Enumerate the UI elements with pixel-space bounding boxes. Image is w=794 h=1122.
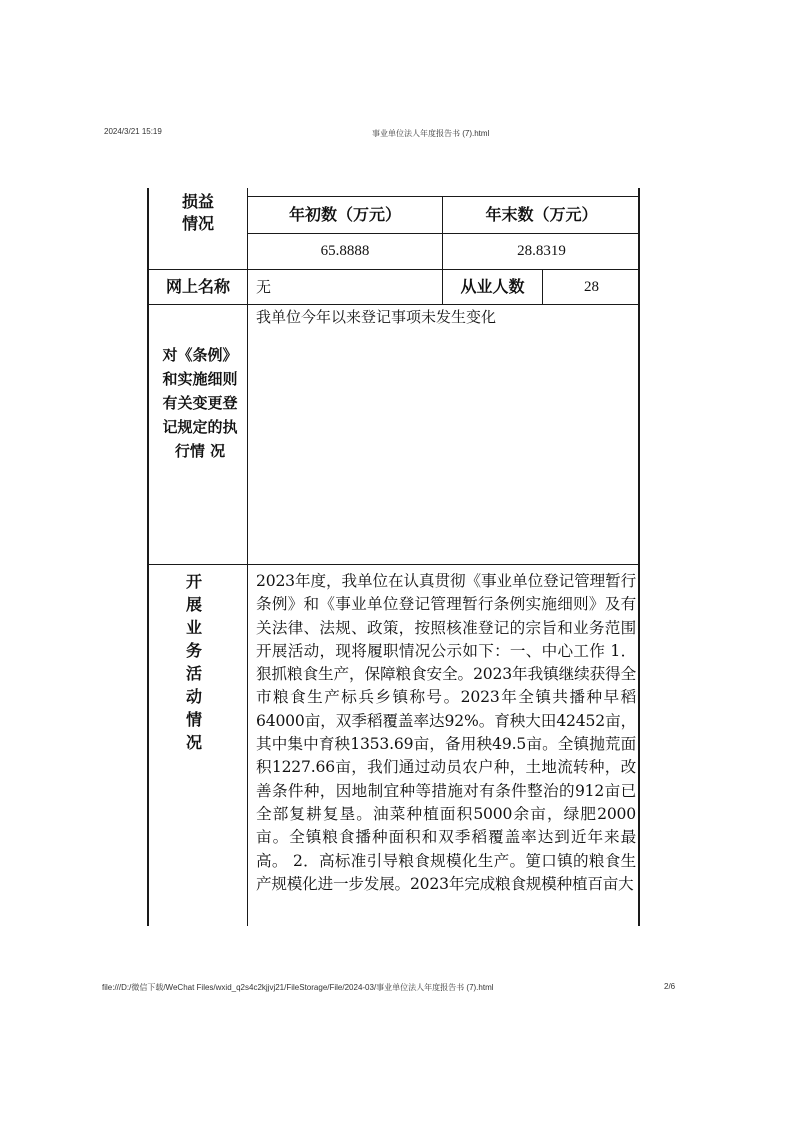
table-rule-row1 xyxy=(148,269,639,270)
profit-loss-label xyxy=(150,190,246,236)
table-divider-label xyxy=(247,188,248,926)
profit-loss-label-line2: 情况 xyxy=(181,214,214,233)
table-rule-header xyxy=(248,233,639,234)
end-of-year-header: 年末数（万元） xyxy=(485,205,598,224)
end-of-year-value: 28.8319 xyxy=(517,243,566,259)
print-doc-title: 事业单位法人年度报告书 (7).html xyxy=(372,129,490,138)
table-divider-staff xyxy=(542,270,543,304)
profit-loss-label-line1: 损益 xyxy=(181,192,214,211)
staff-count-label: 从业人数 xyxy=(460,277,525,296)
table-divider-mid xyxy=(442,196,443,304)
print-datetime: 2024/3/21 15:19 xyxy=(104,127,162,136)
table-rule-row3 xyxy=(148,564,639,565)
regulation-execution-label: 对《条例》和实施细则有关变更登记规定的执行情 况 xyxy=(162,346,238,460)
print-footer-path: file:///D:/微信下载/WeChat Files/wxid_q2s4c2kjjvj21/FileStorage/File/2024-03/事业单位法人年度报告书 (7).html xyxy=(102,983,494,992)
business-activities-label: 开展业务活动情况 xyxy=(185,572,202,752)
table-rule-row2 xyxy=(148,304,639,305)
table-rule-top-inner xyxy=(248,196,639,197)
staff-count-value: 28 xyxy=(584,279,599,295)
regulation-execution-value: 我单位今年以来登记事项未发生变化 xyxy=(256,308,497,326)
table-border-left xyxy=(147,188,149,926)
print-page-number: 2/6 xyxy=(664,982,676,991)
business-activities-value: 2023年度，我单位在认真贯彻《事业单位登记管理暂行条例》和《事业单位登记管理暂行条例实施细则》及有关法律、法规、政策，按照核准登记的宗旨和业务范围开展活动，现将履职情况公示如下：一、中心工作 1．狠抓粮食生产，保障粮食安全。2023年我镇继续获得全市粮食生产标兵乡镇称号。2023年全镇共播种早稻64000亩，双季稻覆盖率达92%。育秧大田42452亩，其中集中育秧1353.69亩，备用秧49.5亩。全镇抛荒面积1227.66亩，我们通过动员农户种，土地流转种，改善条件种，因地制宜种等措施对有条件整治的912亩已全部复耕复垦。油菜种植面积5000余亩，绿肥2000亩。全镇粮食播种面积和双季稻覆盖率达到近年来最高。 2．高标准引导粮食规模化生产。筻口镇的粮食生产规模化进一步发展。2023年完成粮食规模种植百亩大 xyxy=(256,572,636,893)
start-of-year-header: 年初数（万元） xyxy=(288,205,401,224)
online-name-value: 无 xyxy=(256,278,272,296)
online-name-label: 网上名称 xyxy=(165,277,230,296)
start-of-year-value: 65.8888 xyxy=(320,243,370,259)
